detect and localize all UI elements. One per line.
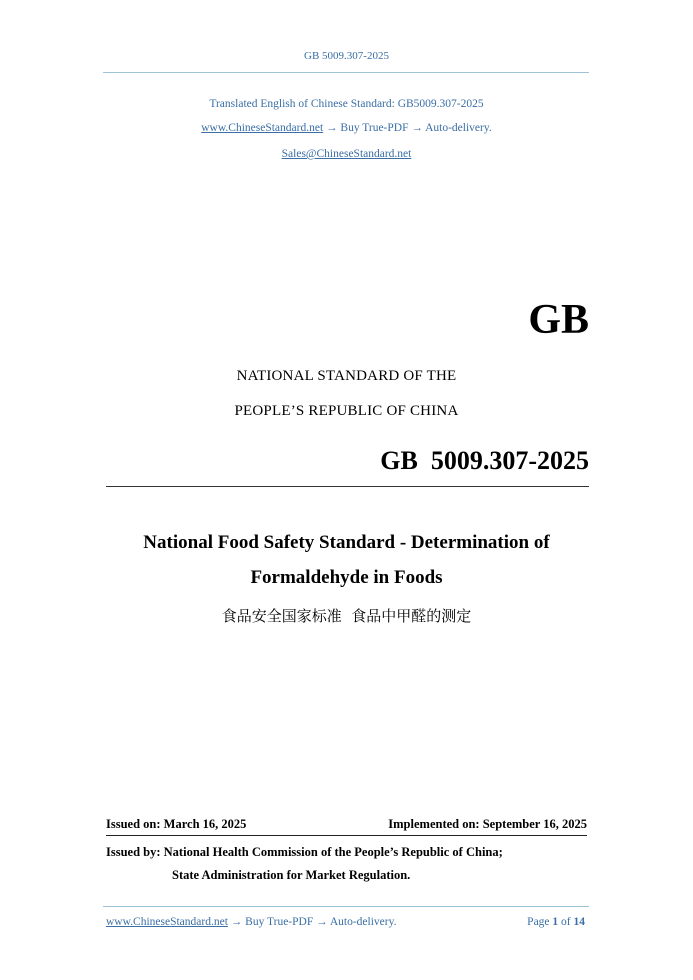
- page-of: of: [561, 916, 571, 928]
- national-standard-line2: PEOPLE’S REPUBLIC OF CHINA: [234, 403, 459, 419]
- issued-on-date: Issued on: March 16, 2025: [106, 817, 247, 831]
- page-total: 14: [573, 916, 585, 928]
- title-english-line1: National Food Safety Standard - Determination of: [143, 532, 550, 553]
- buy-line: [0, 122, 693, 134]
- running-header: GB 5009.307-2025: [304, 50, 389, 62]
- page-indicator: [527, 916, 585, 928]
- implemented-on-date: Implemented on: September 16, 2025: [388, 817, 587, 831]
- standard-number: GB 5009.307-2025: [380, 446, 589, 475]
- footer-site-link[interactable]: www.ChineseStandard.net: [106, 916, 228, 928]
- issued-by-line2: State Administration for Market Regulation.: [172, 868, 411, 882]
- site-link[interactable]: www.ChineseStandard.net: [201, 122, 324, 134]
- issued-by-line1: Issued by: National Health Commission of the People’s Republic of China;: [106, 845, 503, 859]
- title-chinese: 食品安全国家标准 食品中甲醛的测定: [221, 607, 472, 625]
- header-rule: [103, 72, 589, 73]
- dates-rule: [106, 835, 587, 836]
- sales-email-link[interactable]: Sales@ChineseStandard.net: [281, 148, 412, 160]
- gb-logo: GB: [528, 297, 589, 343]
- page-current: 1: [552, 916, 559, 928]
- sales-line: [0, 148, 693, 160]
- national-standard-line1: NATIONAL STANDARD OF THE: [236, 368, 457, 384]
- footer-buy-text: → Buy True-PDF → Auto-delivery.: [227, 916, 397, 928]
- page-label: Page: [527, 916, 550, 928]
- translation-note: Translated English of Chinese Standard: GB5009.307-2025: [209, 98, 484, 110]
- footer-buy-line: [106, 916, 396, 928]
- number-rule: [106, 486, 589, 487]
- title-english-line2: Formaldehyde in Foods: [250, 567, 443, 588]
- footer-rule: [103, 906, 589, 907]
- buy-text: → Buy True-PDF → Auto-delivery.: [323, 122, 492, 134]
